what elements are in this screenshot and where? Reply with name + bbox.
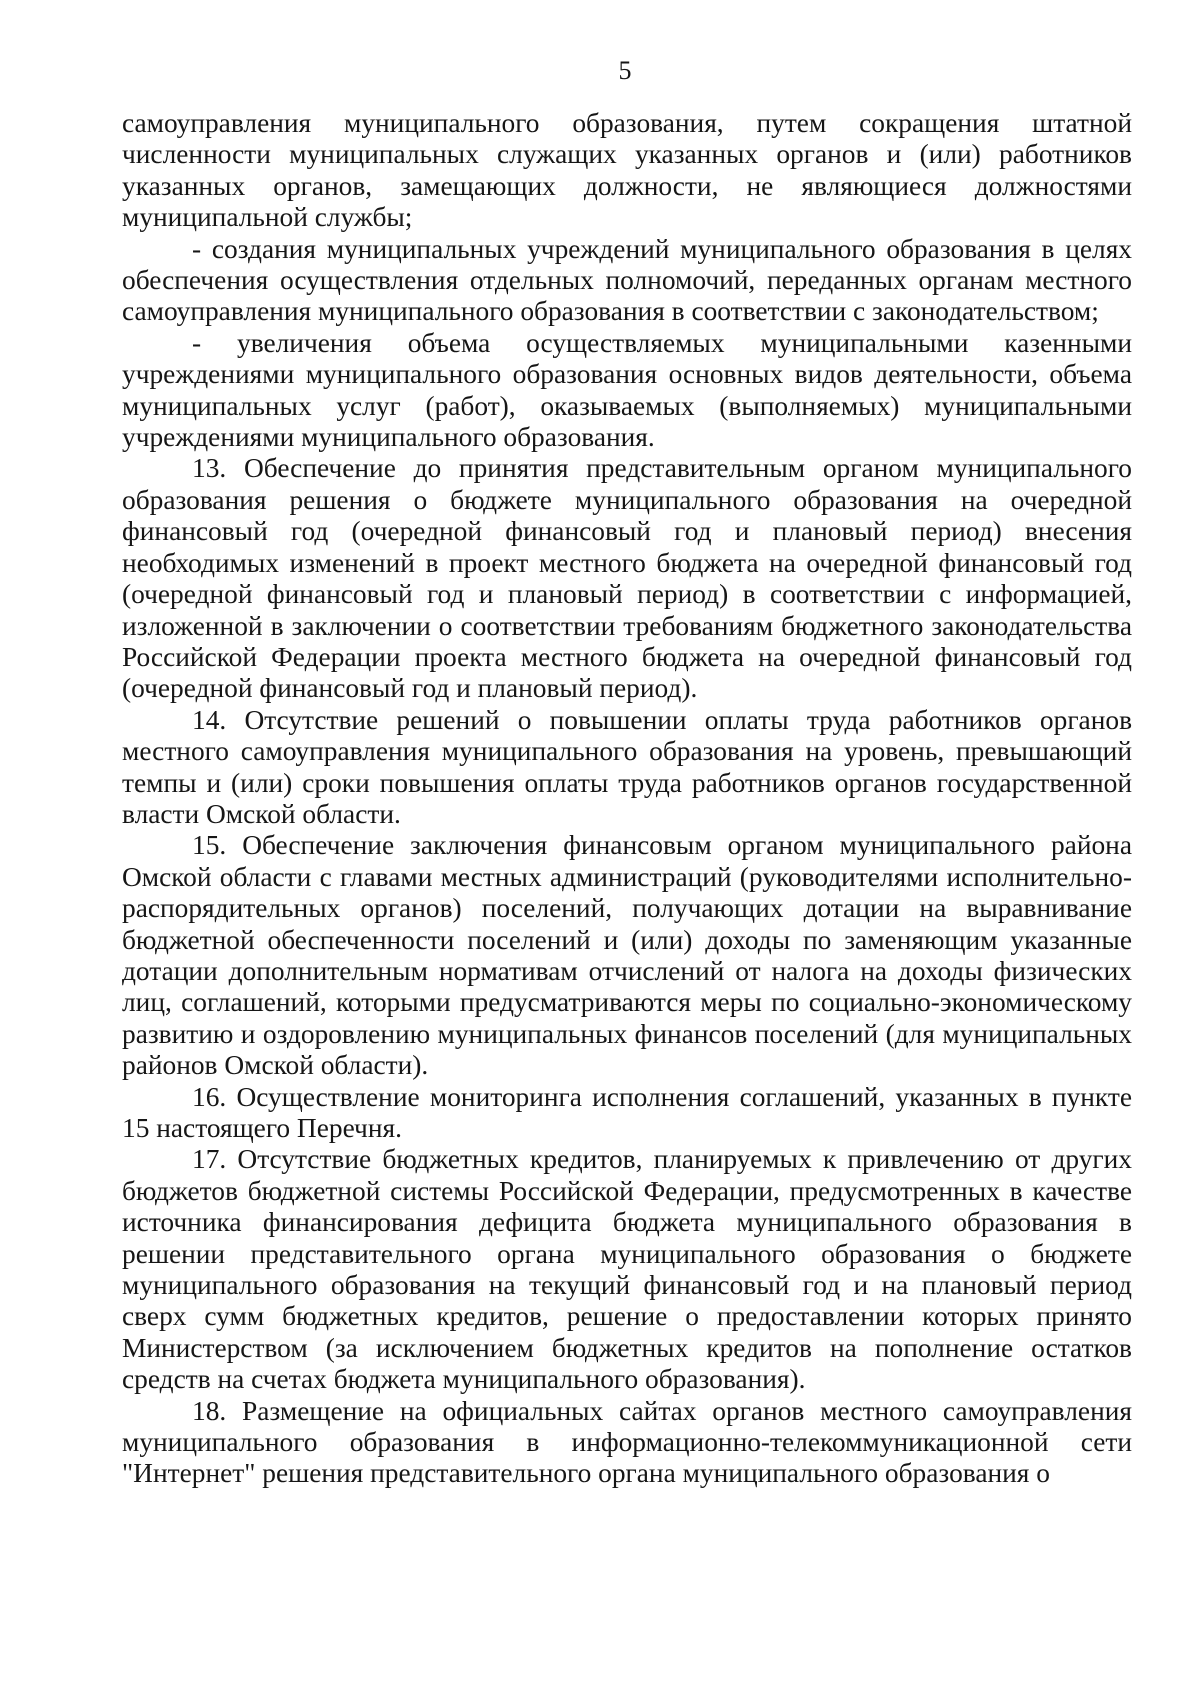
paragraph-continuation: самоуправления муниципального образования, путем сокращения штатной численности муниципальных служащих указанных органов и (или) работников указанных органов, замещающих должности, не являющиеся должностями муниципальной службы; xyxy=(122,108,1132,233)
paragraph-item-15: 15. Обеспечение заключения финансовым органом муниципального района Омской области с главами местных администраций (руководителями исполнительно-распорядительных органов) поселений, получающих дотации на выравнивание бюджетной обеспеченности поселений и (или) доходы по заменяющим указанные дотации дополнительным нормативам отчислений от налога на доходы физических лиц, соглашений, которыми предусматриваются меры по социально-экономическому развитию и оздоровлению муниципальных финансов поселений (для муниципальных районов Омской области). xyxy=(122,830,1132,1081)
page-number: 5 xyxy=(618,56,632,85)
paragraph-item-17: 17. Отсутствие бюджетных кредитов, планируемых к привлечению от других бюджетов бюджетной системы Российской Федерации, предусмотренных в качестве источника финансирования дефицита бюджета муниципального образования в решении представительного органа муниципального образования о бюджете муниципального образования на текущий финансовый год и на плановый период сверх сумм бюджетных кредитов, решение о предоставлении которых принято Министерством (за исключением бюджетных кредитов на пополнение остатков средств на счетах бюджета муниципального образования). xyxy=(122,1144,1132,1395)
paragraph-item-14: 14. Отсутствие решений о повышении оплаты труда работников органов местного самоуправления муниципального образования на уровень, превышающий темпы и (или) сроки повышения оплаты труда работников органов государственной власти Омской области. xyxy=(122,704,1132,829)
document-body xyxy=(122,108,1132,1490)
paragraph-bullet-volume: - увеличения объема осуществляемых муниципальными казенными учреждениями муниципального образования основных видов деятельности, объема муниципальных услуг (работ), оказываемых (выполняемых) муниципальными учреждениями муниципального образования. xyxy=(122,327,1132,453)
paragraph-item-16: 16. Осуществление мониторинга исполнения соглашений, указанных в пункте 15 настоящего Перечня. xyxy=(122,1081,1132,1143)
paragraph-item-18: 18. Размещение на официальных сайтах органов местного самоуправления муниципального образования в информационно-телекоммуникационной сети "Интернет" решения представительного органа муниципального образования о xyxy=(122,1395,1132,1489)
paragraph-item-13: 13. Обеспечение до принятия представительным органом муниципального образования решения о бюджете муниципального образования на очередной финансовый год (очередной финансовый год и плановый период) внесения необходимых изменений в проект местного бюджета на очередной финансовый год (очередной финансовый год и плановый период) в соответствии с информацией, изложенной в заключении о соответствии требованиям бюджетного законодательства Российской Федерации проекта местного бюджета на очередной финансовый год (очередной финансовый год и плановый период). xyxy=(122,453,1132,704)
paragraph-bullet-institutions: - создания муниципальных учреждений муниципального образования в целях обеспечения осуществления отдельных полномочий, переданных органам местного самоуправления муниципального образования в соответствии с законодательством; xyxy=(122,233,1132,327)
